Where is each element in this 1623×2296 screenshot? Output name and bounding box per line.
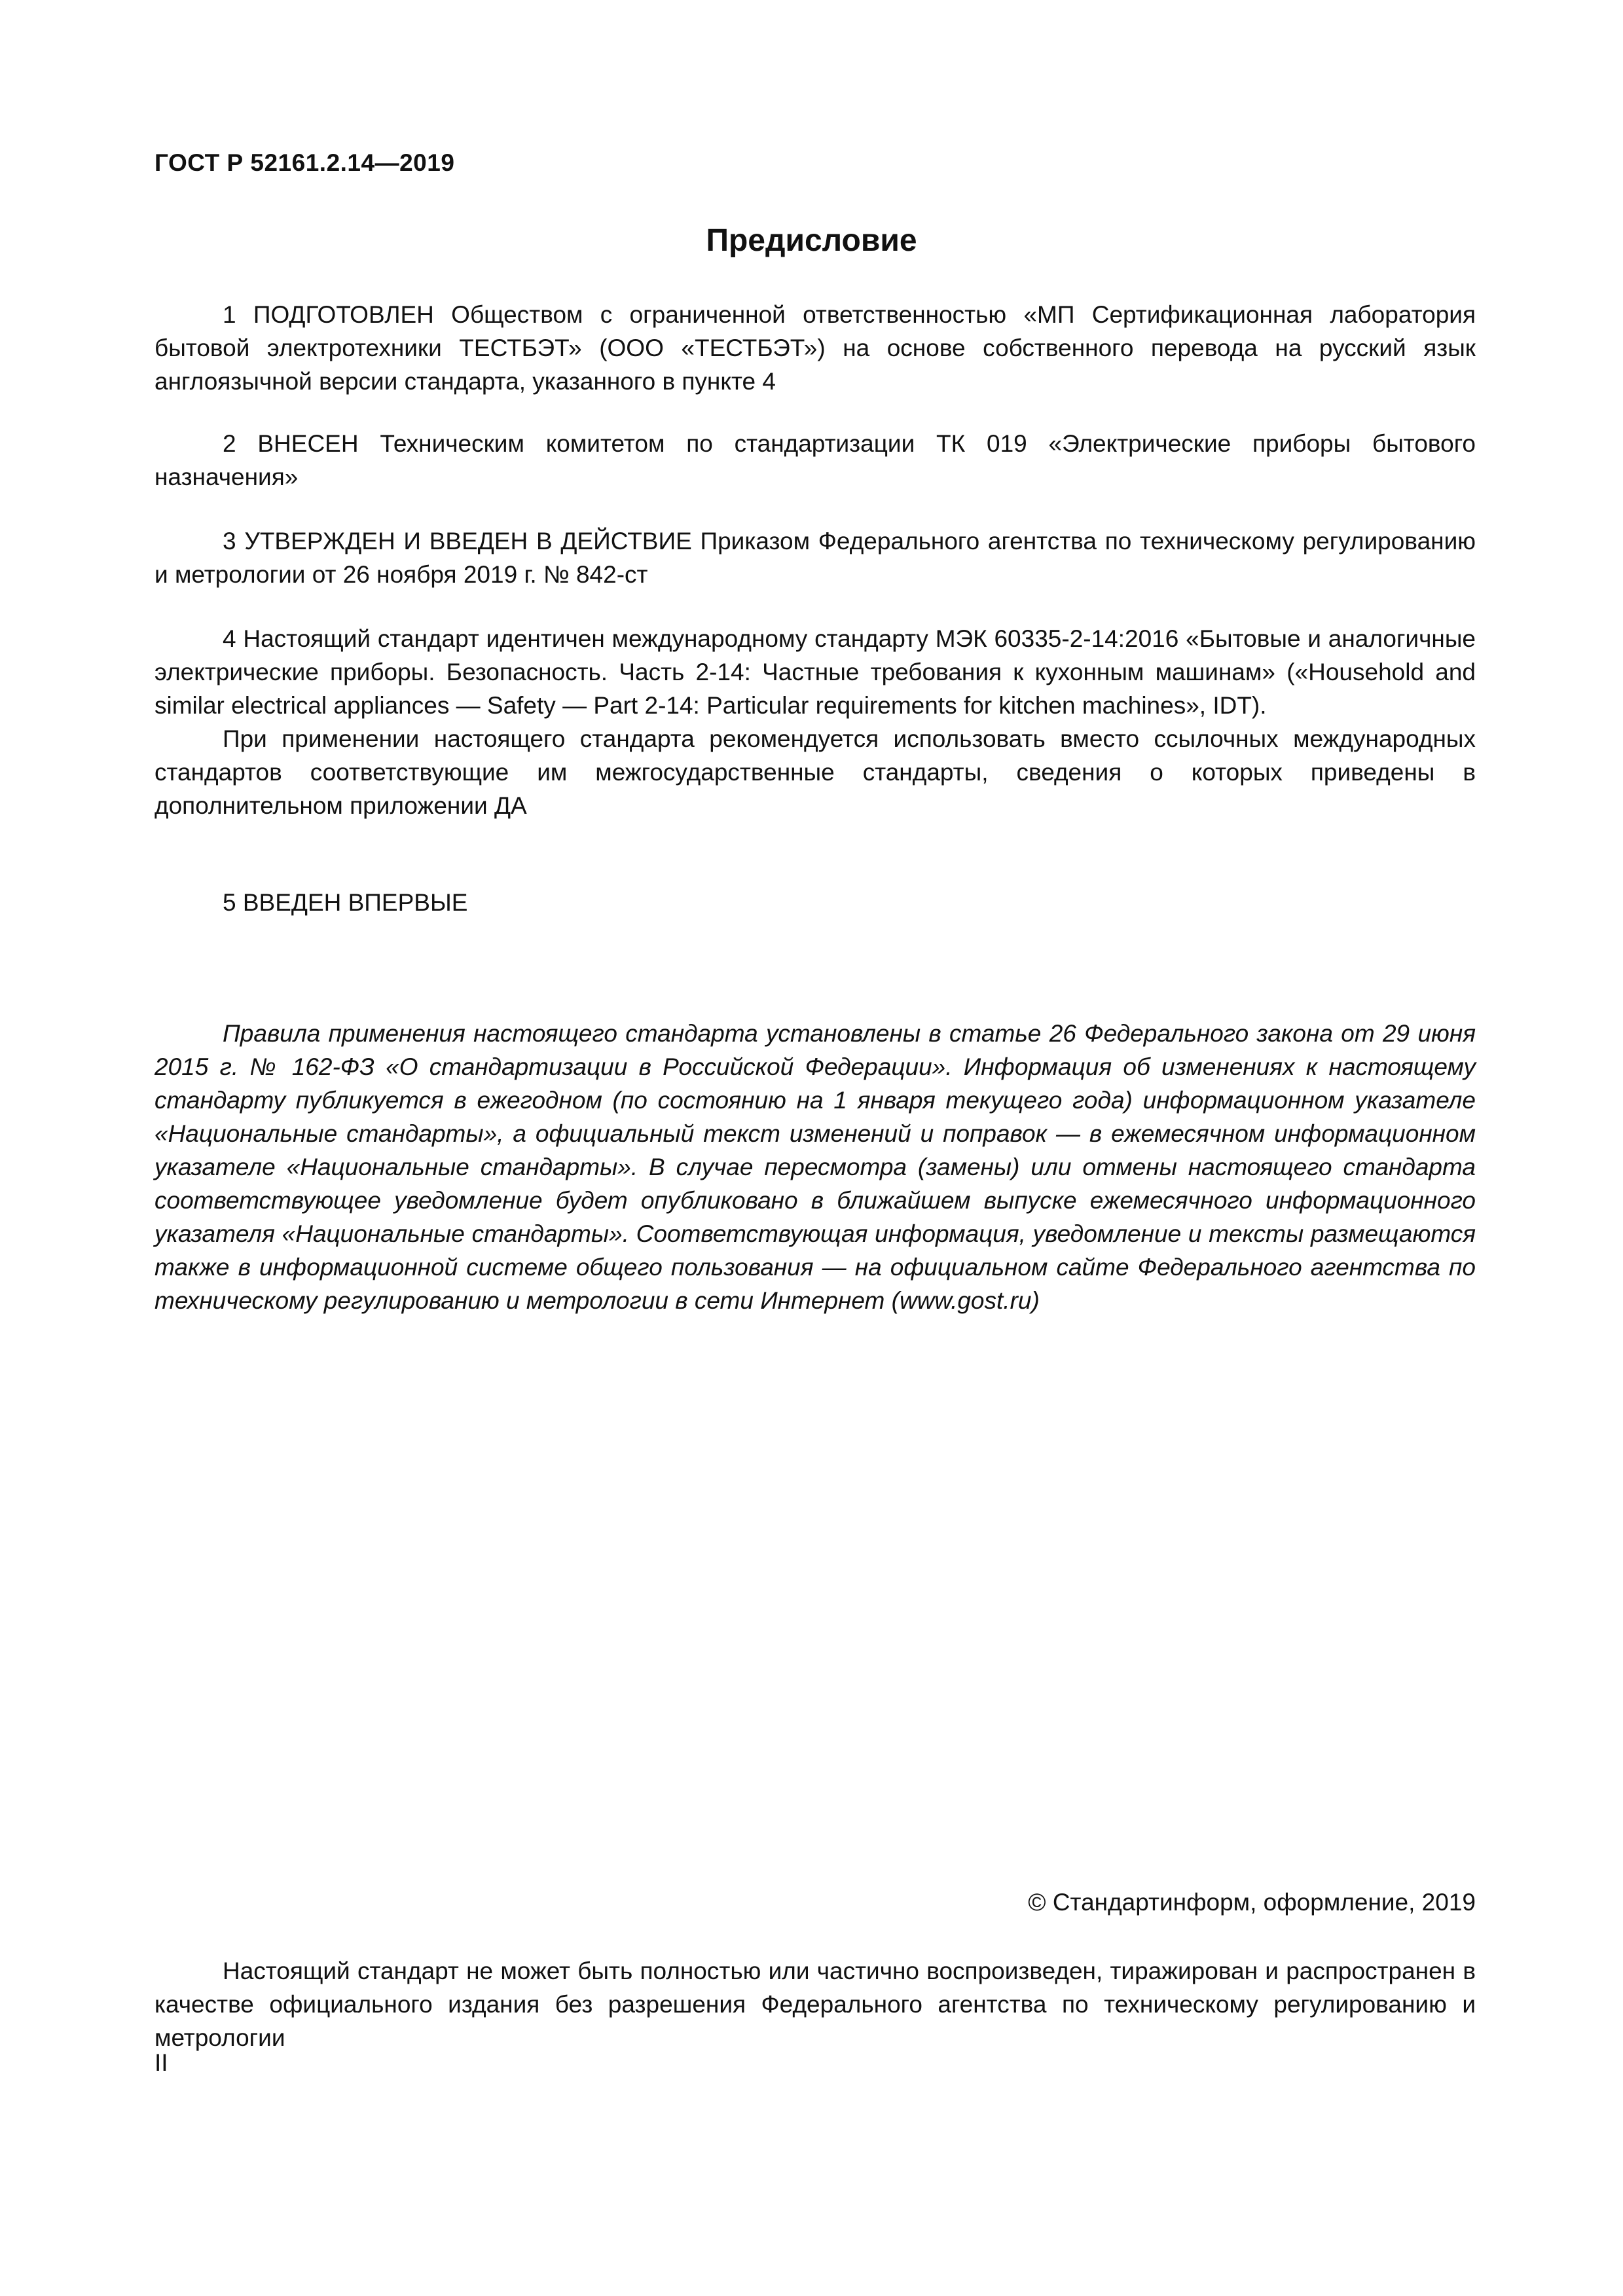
foreword-item-2	[155, 427, 1476, 494]
copyright-line: © Стандартинформ, оформление, 2019	[1028, 1889, 1476, 1916]
foreword-item-1	[155, 298, 1476, 398]
document-code: ГОСТ Р 52161.2.14—2019	[155, 149, 455, 176]
reproduction-notice-text: Настоящий стандарт не может быть полностью или частично воспроизведен, тиражирован и распространен в качестве официального издания без разрешения Федерального агентства по техническому регулированию и метрологии	[155, 1958, 1476, 2051]
foreword-item-3-text: 3 УТВЕРЖДЕН И ВВЕДЕН В ДЕЙСТВИЕ Приказом Федерального агентства по техническому регулированию и метрологии от 26 ноября 2019 г. № 842-ст	[155, 528, 1476, 588]
foreword-item-2-text: 2 ВНЕСЕН Техническим комитетом по стандартизации ТК 019 «Электрические приборы бытового назначения»	[155, 430, 1476, 490]
reproduction-notice	[155, 1954, 1476, 2054]
foreword-item-4-note: При применении настоящего стандарта рекомендуется использовать вместо ссылочных международных стандартов соответствующие им межгосударственные стандарты, сведения о которых приведены в дополнительном приложении ДА	[155, 725, 1476, 819]
foreword-item-4	[155, 622, 1476, 822]
foreword-item-1-text: 1 ПОДГОТОВЛЕН Обществом с ограниченной ответственностью «МП Сертификационная лаборатория бытовой электротехники ТЕСТБЭТ» (ООО «ТЕСТБЭТ») на основе собственного перевода на русский язык англоязычной версии стандарта, указанного в пункте 4	[155, 301, 1476, 395]
foreword-item-5-text: 5 ВВЕДЕН ВПЕРВЫЕ	[223, 889, 468, 916]
page-number: II	[155, 2049, 168, 2076]
application-rules-text: Правила применения настоящего стандарта установлены в статье 26 Федерального закона от 29 июня 2015 г. № 162-ФЗ «О стандартизации в Российской Федерации». Информация об изменениях к настоящему стандарту публикуется в ежегодном (по состоянию на 1 января текущего года) информационном указателе «Национальные стандарты», а официальный текст изменений и поправок — в ежемесячном информационном указателе «Национальные стандарты». В случае пересмотра (замены) или отмены настоящего стандарта соответствующее уведомление будет опубликовано в ближайшем выпуске ежемесячного информационного указателя «Национальные стандарты». Соответствующая информация, уведомление и тексты размещаются также в информационной системе общего пользования — на официальном сайте Федерального агентства по техническому регулированию и метрологии в сети Интернет (www.gost.ru)	[155, 1020, 1476, 1314]
foreword-item-4-text: 4 Настоящий стандарт идентичен международному стандарту МЭК 60335-2-14:2016 «Бытовые и аналогичные электрические приборы. Безопасность. Часть 2-14: Частные требования к кухонным машинам» («Household and similar electrical appliances — Safety — Part 2-14: Particular requirements for kitchen machines», IDT).	[155, 625, 1476, 719]
application-rules-notice	[155, 1017, 1476, 1317]
foreword-item-5	[155, 886, 1476, 919]
page-title: Предисловие	[706, 223, 917, 258]
foreword-item-3	[155, 524, 1476, 591]
